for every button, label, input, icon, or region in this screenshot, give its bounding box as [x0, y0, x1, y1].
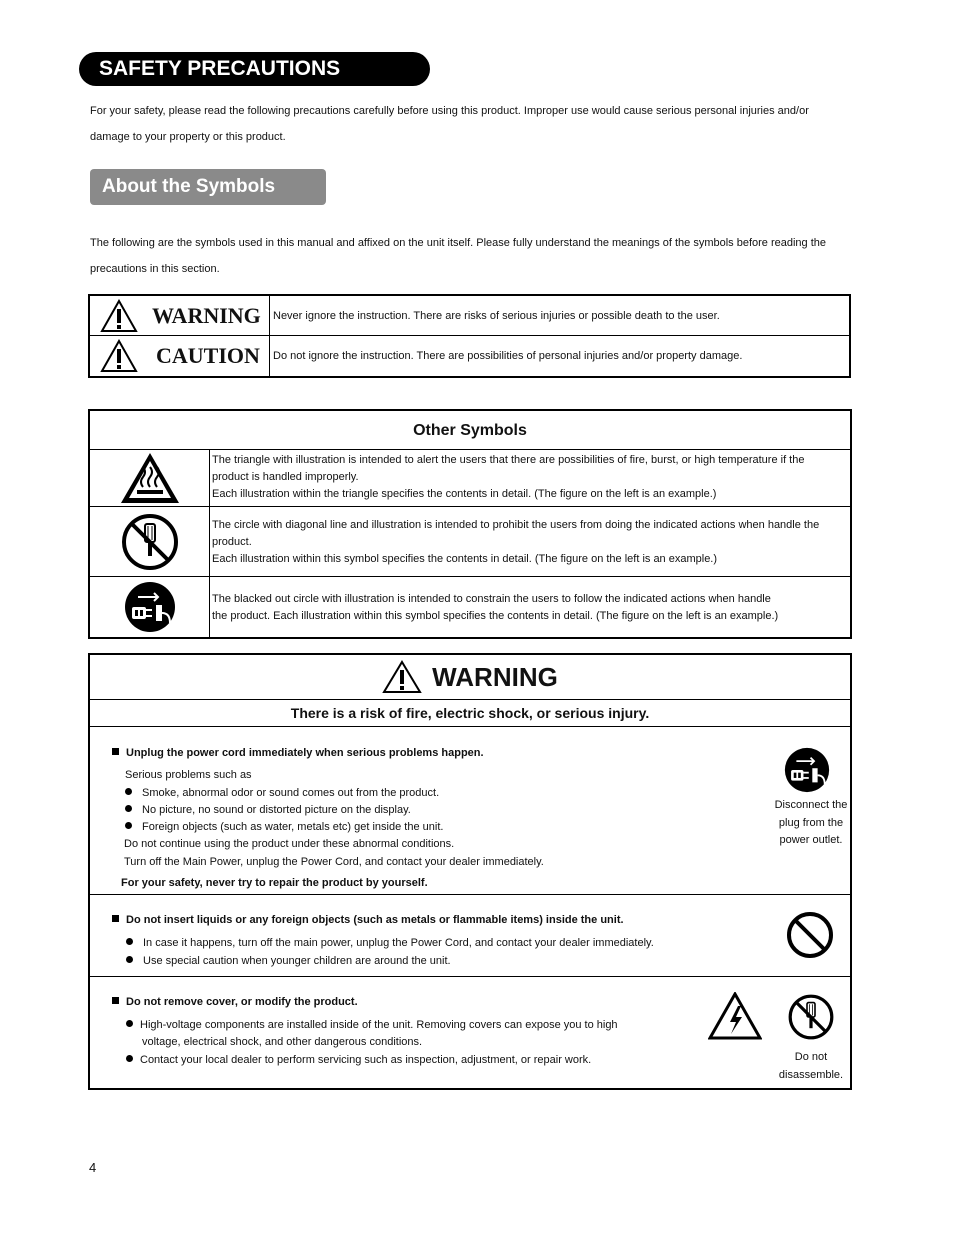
- symbol-row: [90, 577, 850, 637]
- signal-label: [90, 336, 270, 376]
- signal-word: WARNING: [152, 302, 261, 328]
- bullet-text: Smoke, abnormal odor or sound comes out from the product.: [142, 787, 440, 799]
- hot-surface-triangle-icon: [119, 451, 181, 505]
- symbol-description-line: product is handled improperly.: [212, 471, 359, 483]
- warning-heading: [90, 655, 850, 700]
- intro-line: For your safety, please read the following precautions carefully before using this product. Improper use would cause serious personal injuries and/or: [90, 105, 809, 117]
- signal-word-table: [88, 294, 851, 378]
- bullet-item: [126, 937, 654, 949]
- do-not-disassemble-icon: [120, 512, 180, 572]
- symbols-intro-line: The following are the symbols used in this manual and affixed on the unit itself. Please fully understand the meanings of the symbols before reading the: [90, 237, 827, 249]
- body-line: Do not continue using the product under these abnormal conditions.: [124, 838, 455, 850]
- symbol-description-line: The triangle with illustration is intended to alert the users that there are possibilities of fire, burst, or high temperature if the: [212, 454, 805, 466]
- signal-description: Never ignore the instruction. There are risks of serious injuries or possible death to the user.: [273, 309, 720, 322]
- bullet-dot-icon: [125, 805, 132, 812]
- signal-description: Do not ignore the instruction. There are possibilities of personal injuries and/or property damage.: [273, 350, 743, 362]
- symbol-row: [90, 450, 850, 507]
- symbol-description-line: product.: [212, 536, 252, 548]
- side-label-line: Do not: [794, 1051, 828, 1063]
- bullet-item: [126, 1019, 618, 1031]
- section-footer: For your safety, never try to repair the product by yourself.: [121, 877, 428, 889]
- unplug-icon: [124, 581, 176, 633]
- square-bullet-icon: [112, 915, 119, 922]
- bullet-dot-icon: [125, 822, 132, 829]
- warning-subtitle: There is a risk of fire, electric shock, or serious injury.: [90, 700, 850, 727]
- unplug-label: [770, 797, 852, 850]
- prohibition-icon: [786, 911, 834, 959]
- bullet-dot-icon: [125, 788, 132, 795]
- symbol-description: [210, 507, 850, 576]
- body-line: Turn off the Main Power, unplug the Power Cord, and contact your dealer immediately.: [124, 856, 544, 868]
- symbol-description-line: The circle with diagonal line and illustration is intended to prohibit the users from doing the indicated actions when handle the: [212, 519, 820, 531]
- symbol-description: [210, 450, 850, 506]
- symbols-intro-paragraph: [90, 230, 870, 282]
- side-label-line: Disconnect the: [774, 799, 848, 811]
- section-heading-text: Do not remove cover, or modify the product.: [126, 996, 358, 1008]
- section-heading: [112, 996, 358, 1008]
- other-symbols-title: Other Symbols: [90, 411, 850, 450]
- signal-row-caution: [90, 336, 849, 376]
- bullet-item: [125, 821, 443, 833]
- bullet-text: In case it happens, turn off the main power, unplug the Power Cord, and contact your dealer immediately.: [143, 937, 654, 949]
- symbol-icon-cell: [90, 450, 210, 506]
- section-heading-text: Do not insert liquids or any foreign objects (such as metals or flammable items) inside the unit.: [126, 914, 624, 926]
- symbol-icon-cell: [90, 577, 210, 637]
- symbol-description-line: Each illustration within the triangle specifies the contents in detail. (The figure on the left is an example.): [212, 488, 717, 500]
- electric-shock-triangle-icon: [708, 992, 762, 1040]
- bullet-text: Use special caution when younger children are around the unit.: [143, 955, 451, 967]
- warning-section-foreign-objects: [90, 895, 850, 977]
- warning-section-do-not-disassemble: [90, 977, 850, 1088]
- page-number: 4: [89, 1160, 97, 1175]
- symbol-icon-cell: [90, 507, 210, 576]
- separator: [700, 977, 701, 1088]
- bullet-continuation: voltage, electrical shock, and other dangerous conditions.: [142, 1036, 423, 1048]
- signal-label: [90, 296, 270, 335]
- body-line: Serious problems such as: [125, 769, 252, 781]
- warning-triangle-icon: [382, 660, 422, 694]
- section-heading: [112, 747, 484, 759]
- section-heading: [112, 914, 624, 926]
- symbols-intro-line: precautions in this section.: [90, 263, 220, 275]
- signal-word: CAUTION: [156, 343, 260, 368]
- bullet-item: [125, 804, 411, 816]
- bullet-dot-icon: [126, 938, 133, 945]
- symbol-row: [90, 507, 850, 577]
- signal-row-warning: [90, 296, 849, 336]
- warning-title: WARNING: [432, 661, 558, 692]
- bullet-dot-icon: [126, 1055, 133, 1062]
- unplug-icon: [784, 747, 830, 793]
- square-bullet-icon: [112, 997, 119, 1004]
- side-label-line: disassemble.: [778, 1068, 844, 1081]
- symbol-description: [210, 577, 850, 637]
- symbol-description-line: Each illustration within this symbol specifies the contents in detail. (The figure on the left is an example.): [212, 553, 718, 565]
- section-title: SAFETY PRECAUTIONS: [79, 52, 430, 86]
- side-label-line: power outlet.: [779, 834, 843, 846]
- intro-line: damage to your property or this product.: [90, 131, 286, 143]
- bullet-item: [126, 1054, 591, 1066]
- disassemble-label: [770, 1049, 852, 1084]
- square-bullet-icon: [112, 748, 119, 755]
- bullet-text: Contact your local dealer to perform servicing such as inspection, adjustment, or repair work.: [140, 1054, 592, 1066]
- warning-triangle-icon: [100, 339, 138, 373]
- section-heading-text: Unplug the power cord immediately when serious problems happen.: [126, 747, 484, 759]
- intro-paragraph: [90, 98, 870, 150]
- do-not-disassemble-icon: [787, 993, 835, 1041]
- subsection-title: About the Symbols: [90, 169, 326, 205]
- bullet-dot-icon: [126, 1020, 133, 1027]
- bullet-item: [125, 787, 439, 799]
- symbol-description-line: the product. Each illustration within this symbol specifies the contents in detail. (The figure on the left is an example.): [212, 610, 779, 622]
- side-label-line: plug from the: [778, 816, 844, 829]
- bullet-item: [126, 955, 451, 967]
- symbol-description-line: The blacked out circle with illustration is intended to constrain the users to follow the indicated actions when handle: [212, 593, 771, 605]
- warning-triangle-icon: [100, 299, 138, 333]
- bullet-text: High-voltage components are installed inside of the unit. Removing covers can expose you to high: [140, 1019, 618, 1031]
- bullet-text: Foreign objects (such as water, metals etc) get inside the unit.: [142, 821, 444, 833]
- other-symbols-table: [88, 409, 852, 639]
- bullet-text: No picture, no sound or distorted picture on the display.: [142, 804, 411, 816]
- warning-section-unplug: [90, 727, 850, 895]
- bullet-dot-icon: [126, 956, 133, 963]
- warning-box: [88, 653, 852, 1090]
